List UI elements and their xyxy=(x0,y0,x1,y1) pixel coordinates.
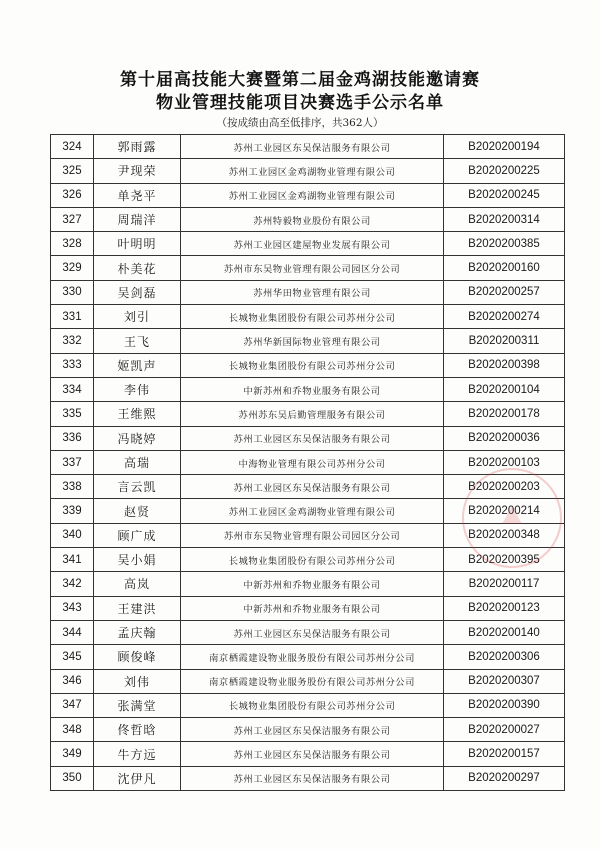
organization-cell: 苏州华田物业管理有限公司 xyxy=(181,280,444,304)
table-row xyxy=(51,207,565,231)
name-cell: 张满堂 xyxy=(94,693,181,717)
table-body xyxy=(51,135,565,791)
rank-cell: 343 xyxy=(51,596,94,620)
name-cell: 吴小娟 xyxy=(94,548,181,572)
id-code-cell: B2020200160 xyxy=(444,256,565,280)
name-cell: 王维熙 xyxy=(94,402,181,426)
id-code-cell: B2020200398 xyxy=(444,353,565,377)
id-code-cell: B2020200157 xyxy=(444,742,565,766)
id-code-cell: B2020200348 xyxy=(444,523,565,547)
name-cell: 牛方远 xyxy=(94,742,181,766)
table-row xyxy=(51,183,565,207)
id-code-cell: B2020200203 xyxy=(444,475,565,499)
id-code-cell: B2020200104 xyxy=(444,377,565,401)
rank-cell: 330 xyxy=(51,280,94,304)
name-cell: 尹现荣 xyxy=(94,159,181,183)
name-cell: 郭雨露 xyxy=(94,135,181,159)
table-row xyxy=(51,256,565,280)
contestant-table xyxy=(50,134,565,791)
id-code-cell: B2020200036 xyxy=(444,426,565,450)
name-cell: 言云凯 xyxy=(94,475,181,499)
name-cell: 王建洪 xyxy=(94,596,181,620)
table-row xyxy=(51,135,565,159)
rank-cell: 349 xyxy=(51,742,94,766)
id-code-cell: B2020200307 xyxy=(444,669,565,693)
name-cell: 顾广成 xyxy=(94,523,181,547)
organization-cell: 长城物业集团股份有限公司苏州分公司 xyxy=(181,548,444,572)
rank-cell: 324 xyxy=(51,135,94,159)
organization-cell: 苏州市东吴物业管理有限公司园区分公司 xyxy=(181,256,444,280)
table-row xyxy=(51,280,565,304)
id-code-cell: B2020200123 xyxy=(444,596,565,620)
id-code-cell: B2020200390 xyxy=(444,693,565,717)
rank-cell: 348 xyxy=(51,718,94,742)
table-row xyxy=(51,645,565,669)
name-cell: 冯晓婷 xyxy=(94,426,181,450)
rank-cell: 346 xyxy=(51,669,94,693)
table-row xyxy=(51,596,565,620)
id-code-cell: B2020200194 xyxy=(444,135,565,159)
organization-cell: 中新苏州和乔物业服务有限公司 xyxy=(181,572,444,596)
table-row xyxy=(51,475,565,499)
name-cell: 姬凯声 xyxy=(94,353,181,377)
rank-cell: 328 xyxy=(51,232,94,256)
rank-cell: 335 xyxy=(51,402,94,426)
id-code-cell: B2020200274 xyxy=(444,305,565,329)
organization-cell: 中新苏州和乔物业服务有限公司 xyxy=(181,596,444,620)
id-code-cell: B2020200314 xyxy=(444,207,565,231)
name-cell: 高岚 xyxy=(94,572,181,596)
rank-cell: 338 xyxy=(51,475,94,499)
organization-cell: 长城物业集团股份有限公司苏州分公司 xyxy=(181,305,444,329)
id-code-cell: B2020200395 xyxy=(444,548,565,572)
organization-cell: 长城物业集团股份有限公司苏州分公司 xyxy=(181,353,444,377)
name-cell: 佟哲晗 xyxy=(94,718,181,742)
organization-cell: 苏州工业园区东吴保洁服务有限公司 xyxy=(181,718,444,742)
organization-cell: 苏州工业园区东吴保洁服务有限公司 xyxy=(181,426,444,450)
table-row xyxy=(51,305,565,329)
id-code-cell: B2020200311 xyxy=(444,329,565,353)
name-cell: 王飞 xyxy=(94,329,181,353)
table-row xyxy=(51,572,565,596)
name-cell: 叶明明 xyxy=(94,232,181,256)
rank-cell: 342 xyxy=(51,572,94,596)
rank-cell: 332 xyxy=(51,329,94,353)
table-row xyxy=(51,669,565,693)
name-cell: 周瑞洋 xyxy=(94,207,181,231)
organization-cell: 南京栖霞建设物业服务股份有限公司苏州分公司 xyxy=(181,645,444,669)
organization-cell: 苏州苏东吴后勤管理服务有限公司 xyxy=(181,402,444,426)
organization-cell: 苏州华新国际物业管理有限公司 xyxy=(181,329,444,353)
table-row xyxy=(51,766,565,790)
organization-cell: 南京栖霞建设物业服务股份有限公司苏州分公司 xyxy=(181,669,444,693)
id-code-cell: B2020200117 xyxy=(444,572,565,596)
table-row xyxy=(51,499,565,523)
rank-cell: 345 xyxy=(51,645,94,669)
id-code-cell: B2020200178 xyxy=(444,402,565,426)
rank-cell: 325 xyxy=(51,159,94,183)
rank-cell: 350 xyxy=(51,766,94,790)
table-row xyxy=(51,232,565,256)
document-subtitle: 物业管理技能项目决赛选手公示名单 xyxy=(156,93,444,113)
organization-cell: 苏州工业园区东吴保洁服务有限公司 xyxy=(181,475,444,499)
id-code-cell: B2020200140 xyxy=(444,620,565,644)
id-code-cell: B2020200027 xyxy=(444,718,565,742)
table-row xyxy=(51,402,565,426)
organization-cell: 苏州工业园区东吴保洁服务有限公司 xyxy=(181,620,444,644)
rank-cell: 327 xyxy=(51,207,94,231)
table-row xyxy=(51,693,565,717)
table-row xyxy=(51,523,565,547)
organization-cell: 苏州工业园区金鸡湖物业管理有限公司 xyxy=(181,159,444,183)
organization-cell: 苏州工业园区建屋物业发展有限公司 xyxy=(181,232,444,256)
organization-cell: 中新苏州和乔物业服务有限公司 xyxy=(181,377,444,401)
organization-cell: 苏州工业园区东吴保洁服务有限公司 xyxy=(181,742,444,766)
table-row xyxy=(51,329,565,353)
table-row xyxy=(51,377,565,401)
organization-cell: 中海物业管理有限公司苏州分公司 xyxy=(181,450,444,474)
organization-cell: 苏州工业园区东吴保洁服务有限公司 xyxy=(181,766,444,790)
rank-cell: 331 xyxy=(51,305,94,329)
id-code-cell: B2020200245 xyxy=(444,183,565,207)
name-cell: 单尧平 xyxy=(94,183,181,207)
table-row xyxy=(51,718,565,742)
name-cell: 赵贤 xyxy=(94,499,181,523)
organization-cell: 苏州工业园区金鸡湖物业管理有限公司 xyxy=(181,499,444,523)
table-row xyxy=(51,620,565,644)
organization-cell: 苏州工业园区东吴保洁服务有限公司 xyxy=(181,135,444,159)
rank-cell: 340 xyxy=(51,523,94,547)
rank-cell: 329 xyxy=(51,256,94,280)
organization-cell: 苏州市东吴物业管理有限公司园区分公司 xyxy=(181,523,444,547)
id-code-cell: B2020200214 xyxy=(444,499,565,523)
rank-cell: 344 xyxy=(51,620,94,644)
name-cell: 刘引 xyxy=(94,305,181,329)
table-row xyxy=(51,159,565,183)
organization-cell: 长城物业集团股份有限公司苏州分公司 xyxy=(181,693,444,717)
name-cell: 朴美花 xyxy=(94,256,181,280)
name-cell: 吴剑磊 xyxy=(94,280,181,304)
sort-note: （按成绩由高至低排序，共362人） xyxy=(216,117,384,129)
table-row xyxy=(51,548,565,572)
id-code-cell: B2020200385 xyxy=(444,232,565,256)
name-cell: 刘伟 xyxy=(94,669,181,693)
name-cell: 孟庆翰 xyxy=(94,620,181,644)
rank-cell: 339 xyxy=(51,499,94,523)
rank-cell: 337 xyxy=(51,450,94,474)
id-code-cell: B2020200257 xyxy=(444,280,565,304)
organization-cell: 苏州特毅物业股份有限公司 xyxy=(181,207,444,231)
rank-cell: 334 xyxy=(51,377,94,401)
name-cell: 顾俊峰 xyxy=(94,645,181,669)
rank-cell: 333 xyxy=(51,353,94,377)
id-code-cell: B2020200103 xyxy=(444,450,565,474)
id-code-cell: B2020200225 xyxy=(444,159,565,183)
table-row xyxy=(51,450,565,474)
name-cell: 李伟 xyxy=(94,377,181,401)
document-title: 第十届高技能大赛暨第二届金鸡湖技能邀请赛 xyxy=(120,70,480,90)
rank-cell: 341 xyxy=(51,548,94,572)
organization-cell: 苏州工业园区金鸡湖物业管理有限公司 xyxy=(181,183,444,207)
name-cell: 高瑞 xyxy=(94,450,181,474)
id-code-cell: B2020200297 xyxy=(444,766,565,790)
rank-cell: 336 xyxy=(51,426,94,450)
table-row xyxy=(51,426,565,450)
table-row xyxy=(51,742,565,766)
table-row xyxy=(51,353,565,377)
rank-cell: 326 xyxy=(51,183,94,207)
rank-cell: 347 xyxy=(51,693,94,717)
id-code-cell: B2020200306 xyxy=(444,645,565,669)
name-cell: 沈伊凡 xyxy=(94,766,181,790)
